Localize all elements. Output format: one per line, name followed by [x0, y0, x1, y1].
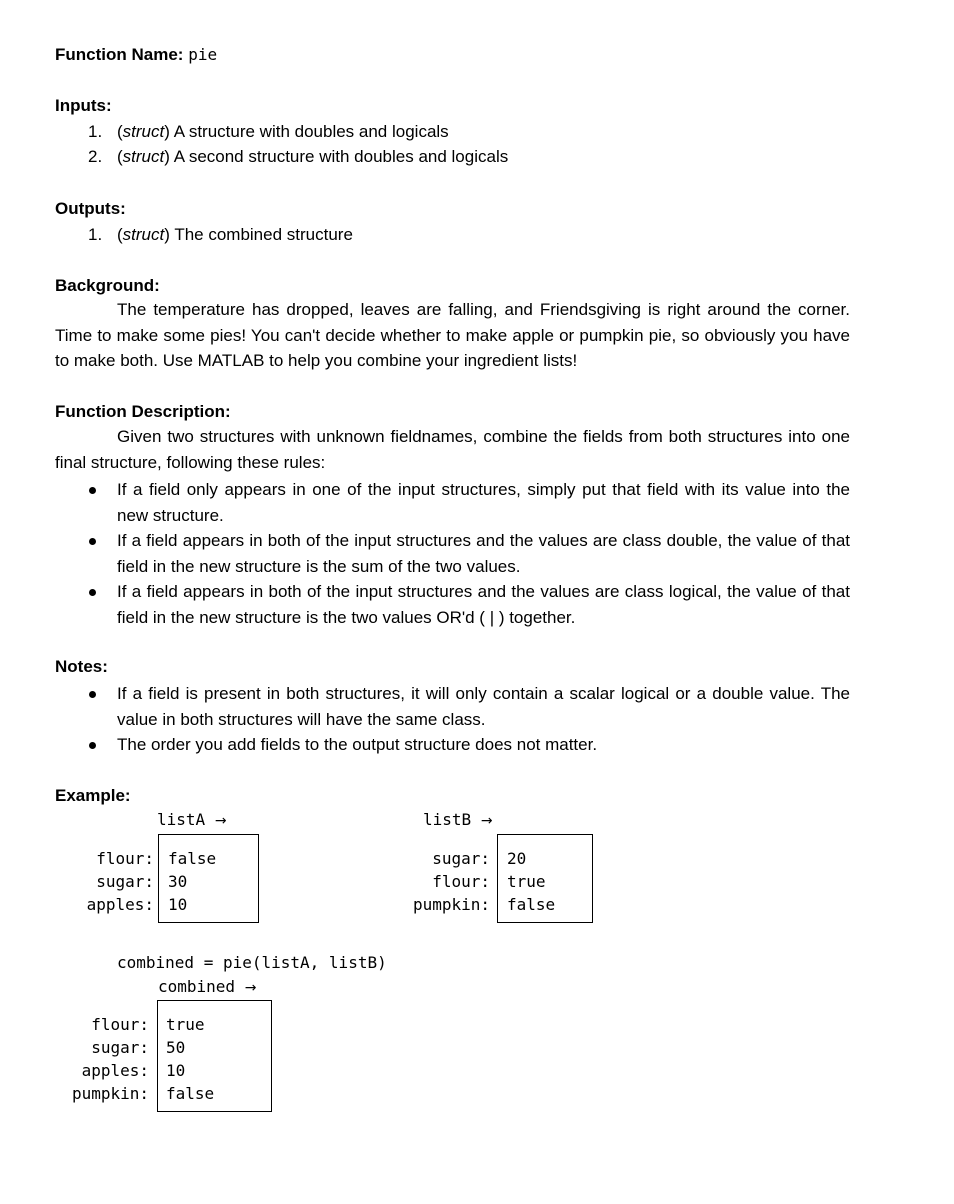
- function-name-line: [55, 45, 217, 65]
- background-paragraph: [55, 297, 850, 374]
- lista-value: 10: [168, 895, 188, 914]
- inputs-item-2-type: struct: [122, 147, 165, 166]
- inputs-heading: Inputs:: [55, 96, 112, 115]
- combined-value: 50: [166, 1038, 186, 1057]
- bullet-dot: [89, 691, 96, 698]
- right-arrow-icon: →: [214, 813, 227, 829]
- combined-value: false: [166, 1084, 215, 1103]
- bullet-dot: [89, 487, 96, 494]
- description-heading: Function Description:: [55, 402, 231, 421]
- description-paragraph: [55, 424, 850, 475]
- description-bullet-3: If a field appears in both of the input structures and the values are class logical, the value of that field in the new structure is the two values OR'd ( | ) together.: [117, 582, 850, 627]
- listb-value: false: [507, 895, 556, 914]
- inputs-item-1-text: A structure with doubles and logicals: [169, 122, 449, 141]
- lista-value: false: [168, 849, 217, 868]
- combined-key: sugar:: [91, 1038, 149, 1057]
- combined-value: true: [166, 1015, 205, 1034]
- bullet-dot: [89, 742, 96, 749]
- listb-title: [423, 810, 493, 829]
- lista-key: sugar:: [96, 872, 154, 891]
- listb-key: sugar:: [432, 849, 490, 868]
- outputs-heading: Outputs:: [55, 199, 126, 218]
- inputs-item-1-type: struct: [122, 122, 165, 141]
- notes-heading: Notes:: [55, 657, 108, 676]
- description-text: Given two structures with unknown fieldnames, combine the fields from both structures into one final structure, following these rules:: [55, 427, 850, 472]
- lista-name: listA: [157, 810, 206, 829]
- listb-value: true: [507, 872, 546, 891]
- example-heading: Example:: [55, 786, 131, 805]
- outputs-item-1-type: struct: [122, 225, 165, 244]
- function-call: combined = pie(listA, listB): [117, 953, 387, 972]
- listb-key: pumpkin:: [412, 895, 490, 914]
- inputs-item-2-text: A second structure with doubles and logicals: [169, 147, 509, 166]
- lista-values: [168, 847, 216, 916]
- listb-key: flour:: [432, 872, 490, 891]
- combined-key: flour:: [91, 1015, 149, 1034]
- combined-name: combined: [158, 977, 236, 996]
- outputs-item-1-number: 1.: [88, 225, 103, 244]
- combined-title: [158, 977, 256, 996]
- right-arrow-icon: →: [480, 813, 493, 829]
- lista-key: apples:: [86, 895, 154, 914]
- notes-bullet-2: The order you add fields to the output structure does not matter.: [117, 735, 598, 754]
- listb-name: listB: [423, 810, 472, 829]
- outputs-item-1-text: The combined structure: [169, 225, 353, 244]
- function-name-label: Function Name:: [55, 45, 184, 64]
- background-heading: Background:: [55, 276, 160, 295]
- combined-values: [166, 1013, 214, 1105]
- background-text: The temperature has dropped, leaves are falling, and Friendsgiving is right around the corner. Time to make some pies! You can't decide whether to make apple or pumpkin pie, so obviously you have to make both. Use MATLAB to help you combine your ingredient lists!: [55, 300, 850, 370]
- bullet-dot: [89, 538, 96, 545]
- inputs-item-2: (struct) A second structure with doubles and logicals: [117, 147, 509, 166]
- notes-bullet-1: If a field is present in both structures, it will only contain a scalar logical or a double value. The value in both structures will have the same class.: [117, 684, 850, 729]
- description-bullet-2: If a field appears in both of the input structures and the values are class double, the value of that field in the new structure is the sum of the two values.: [117, 531, 850, 576]
- lista-keys: [60, 847, 154, 916]
- inputs-item-1: (struct) A structure with doubles and logicals: [117, 122, 449, 141]
- description-bullet-1: If a field only appears in one of the input structures, simply put that field with its value into the new structure.: [117, 480, 850, 525]
- combined-value: 10: [166, 1061, 186, 1080]
- function-name-value: pie: [188, 45, 218, 64]
- lista-value: 30: [168, 872, 188, 891]
- listb-values: [507, 847, 555, 916]
- inputs-item-1-number: 1.: [88, 122, 103, 141]
- lista-key: flour:: [96, 849, 154, 868]
- outputs-item-1: (struct) The combined structure: [117, 225, 353, 244]
- combined-key: apples:: [81, 1061, 149, 1080]
- inputs-item-2-number: 2.: [88, 147, 103, 166]
- lista-title: [157, 810, 227, 829]
- bullet-dot: [89, 589, 96, 596]
- combined-keys: [50, 1013, 149, 1105]
- right-arrow-icon: →: [244, 980, 257, 996]
- listb-keys: [394, 847, 490, 916]
- combined-key: pumpkin:: [71, 1084, 149, 1103]
- listb-value: 20: [507, 849, 527, 868]
